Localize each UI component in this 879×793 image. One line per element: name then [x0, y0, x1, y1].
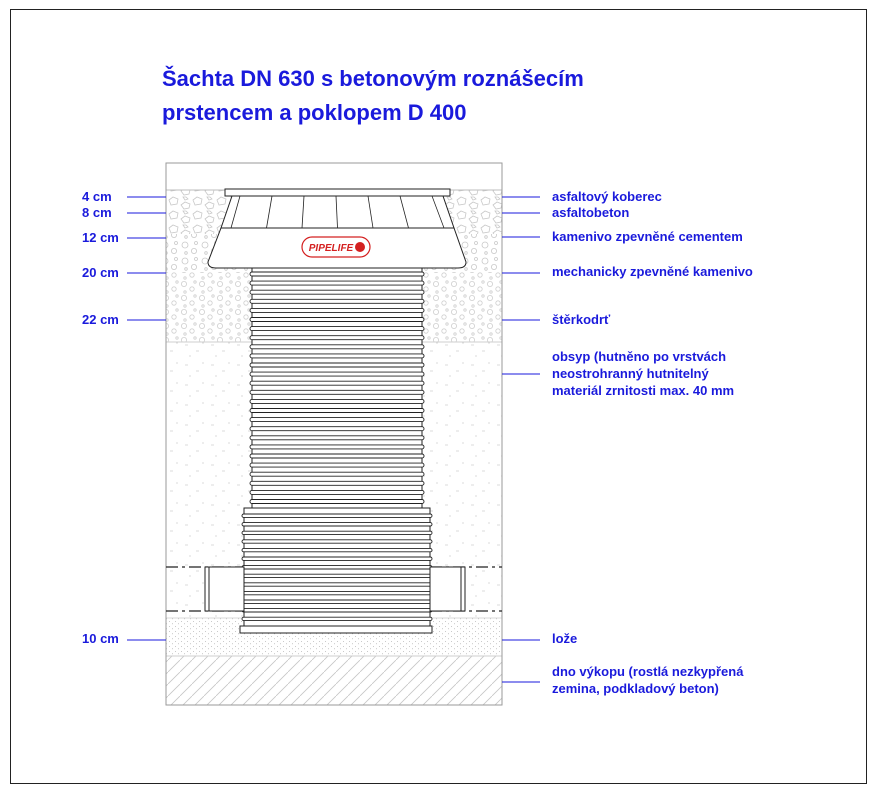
title-line-1: Šachta DN 630 s betonovým roznášecím: [162, 66, 584, 91]
shaft-base-section: [240, 508, 432, 633]
layer-label-mechanical-aggregate: mechanicky zpevněné kamenivo: [552, 264, 753, 279]
depth-label-asphalt-concrete: 8 cm: [82, 205, 112, 220]
layer-label-crushed-gravel: štěrkodrť: [552, 312, 611, 327]
depth-label-mechanical-aggregate: 20 cm: [82, 265, 119, 280]
corrugated-riser-pipe: [250, 268, 424, 508]
depth-label-cement-stabilized: 12 cm: [82, 230, 119, 245]
pipelife-logo-text: PIPELIFE: [308, 243, 354, 254]
manhole-cover-d400: [221, 189, 454, 228]
layer-label-backfill-line-2: neostrohranný hutnitelný: [552, 366, 709, 381]
concrete-distribution-ring: [208, 228, 466, 268]
layer-label-backfill-line-3: materiál zrnitosti max. 40 mm: [552, 383, 735, 398]
depth-label-bedding: 10 cm: [82, 631, 119, 646]
layer-label-cement-stabilized: kamenivo zpevněné cementem: [552, 229, 743, 244]
layer-label-asphalt-course: asfaltový koberec: [552, 189, 662, 204]
pipelife-logo-mark: [355, 242, 365, 252]
layer-label-trench-bottom-line-2: zemina, podkladový beton): [552, 681, 719, 696]
layer-label-trench-bottom-line-1: dno výkopu (rostlá nezkypřená: [552, 664, 744, 679]
depth-label-asphalt-course: 4 cm: [82, 189, 112, 204]
layer-label-asphalt-concrete: asfaltobeton: [552, 205, 630, 220]
depth-label-crushed-gravel: 22 cm: [82, 312, 119, 327]
layer-label-bedding: lože: [552, 631, 578, 646]
layer-label-backfill-line-1: obsyp (hutněno po vrstvách: [552, 349, 727, 364]
title-line-2: prstencem a poklopem D 400: [162, 100, 467, 125]
